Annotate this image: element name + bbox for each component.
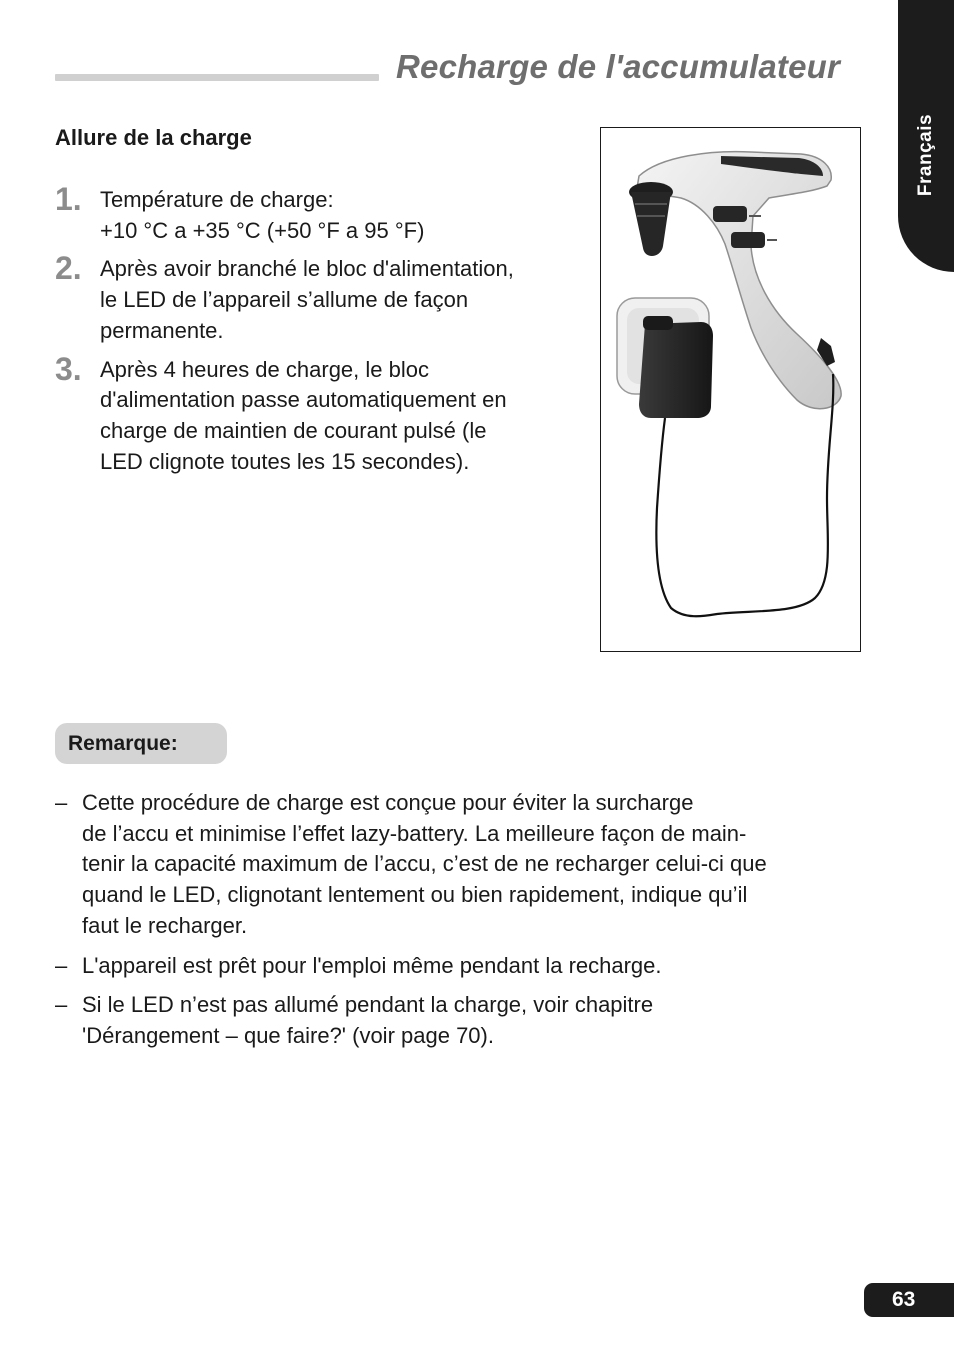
step-number: 3. bbox=[55, 350, 82, 387]
step-number: 2. bbox=[55, 250, 82, 287]
note-list bbox=[55, 788, 865, 1052]
note-text: Cette procédure de charge est conçue pour éviter la surcharge de l’accu et minimise l’effet lazy-battery. La meilleure façon de main- tenir la capacité maximum de l’accu, c’est de ne recharger celui-ci que quand le LED, clignotant lentement ou bien rapidement, indique qu’il faut le recharger. bbox=[82, 790, 767, 938]
header-rule bbox=[55, 74, 379, 81]
step-item bbox=[55, 350, 595, 478]
step-text: Après 4 heures de charge, le bloc d'alimentation passe automatiquement en charge de maintien de courant pulsé (le LED clignote toutes les 15 secondes). bbox=[100, 356, 507, 474]
note-item bbox=[55, 951, 865, 982]
note-dash: – bbox=[55, 992, 68, 1018]
page-number-box bbox=[864, 1283, 954, 1317]
note-item bbox=[55, 990, 865, 1051]
section-heading: Allure de la charge bbox=[55, 125, 252, 150]
page-number: 63 bbox=[892, 1288, 916, 1311]
note-dash: – bbox=[55, 952, 68, 978]
language-tab bbox=[898, 0, 954, 272]
language-tab-label: Français bbox=[915, 113, 936, 197]
step-text: Après avoir branché le bloc d'alimentation, le LED de l’appareil s’allume de façon permanente. bbox=[100, 256, 514, 343]
note-label: Remarque: bbox=[68, 732, 178, 755]
note-item bbox=[55, 788, 865, 942]
device-charging-illustration bbox=[600, 127, 861, 652]
step-number: 1. bbox=[55, 181, 82, 217]
charge-steps bbox=[55, 181, 595, 477]
note-text: L'appareil est prêt pour l'emploi même pendant la recharge. bbox=[82, 952, 662, 978]
page-title: Recharge de l'accumulateur bbox=[396, 48, 841, 85]
note-dash: – bbox=[55, 790, 68, 815]
step-item bbox=[55, 250, 595, 346]
note-badge bbox=[55, 723, 227, 764]
step-item bbox=[55, 181, 595, 246]
step-text: Température de charge: +10 °C a +35 °C (+50 °F a 95 °F) bbox=[100, 187, 425, 243]
note-text: Si le LED n’est pas allumé pendant la charge, voir chapitre 'Dérangement – que faire?' (voir page 70). bbox=[82, 992, 654, 1048]
pipette-and-charger-image bbox=[601, 128, 860, 651]
power-adapter bbox=[617, 298, 713, 418]
